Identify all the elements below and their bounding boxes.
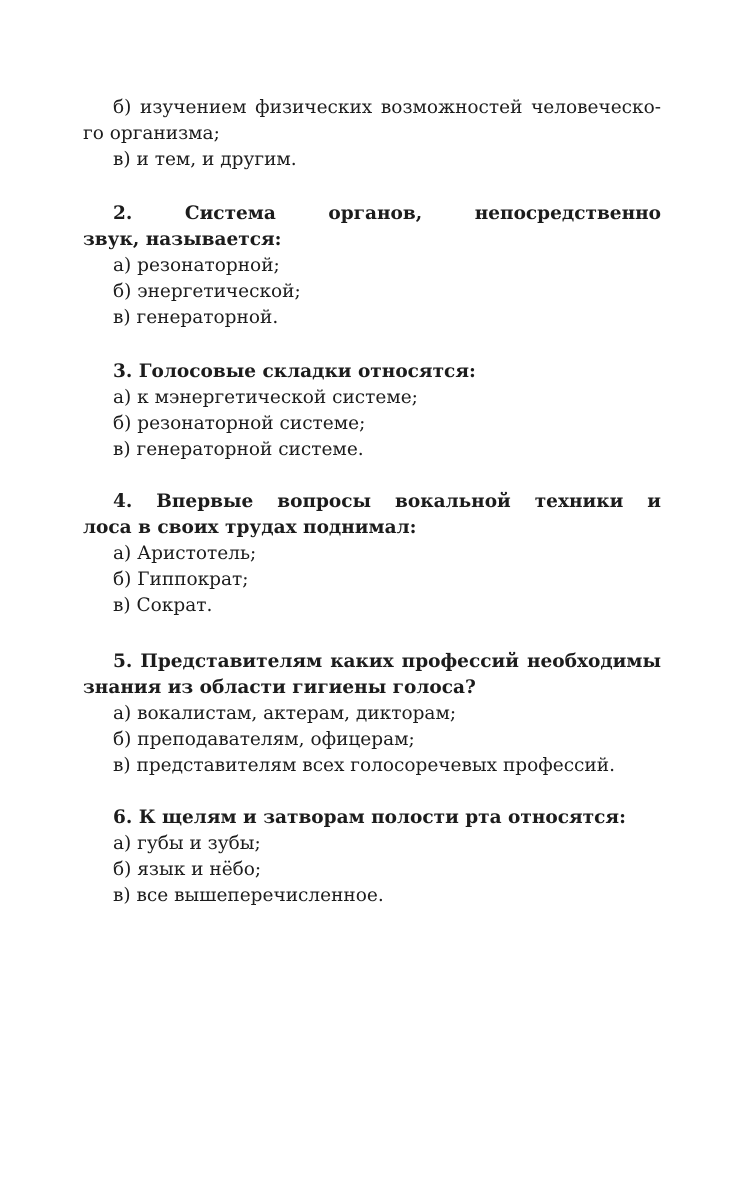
question-text-line1: 5. Представителям каких профессий необходимы bbox=[113, 651, 661, 672]
answer-option-a: а) вокалистам, актерам, дикторам; bbox=[113, 703, 457, 724]
answer-option-b-line1: б) изучением физических возможностей человеческо- bbox=[113, 97, 661, 118]
answer-option-a: а) к мэнергетической системе; bbox=[113, 387, 418, 408]
answer-option-a: а) губы и зубы; bbox=[113, 833, 261, 854]
answer-option-c: в) все вышеперечисленное. bbox=[113, 885, 384, 906]
answer-option-b: б) энергетической; bbox=[113, 281, 301, 302]
question-text-line1: 3. Голосовые складки относятся: bbox=[113, 361, 476, 382]
question-2 bbox=[83, 201, 661, 331]
answer-option-b: б) преподавателям, офицерам; bbox=[113, 729, 415, 750]
question-text-line2: лоса в своих трудах поднимал: bbox=[83, 517, 417, 538]
answer-option-b: б) Гиппократ; bbox=[113, 569, 249, 590]
answer-option-a: а) Аристотель; bbox=[113, 543, 257, 564]
answer-option-b: б) язык и нёбо; bbox=[113, 859, 262, 880]
question-text-line1: 2. Система органов, непосредственно bbox=[113, 203, 661, 224]
question-1-continuation bbox=[83, 95, 661, 173]
question-text-line2: звук, называется: bbox=[83, 229, 282, 250]
question-5 bbox=[83, 649, 661, 779]
question-6 bbox=[83, 805, 661, 909]
question-text-line2: знания из области гигиены голоса? bbox=[83, 677, 476, 698]
question-text-line1: 6. К щелям и затворам полости рта относятся: bbox=[113, 807, 626, 828]
answer-option-a: а) резонаторной; bbox=[113, 255, 280, 276]
answer-option-c: в) Сократ. bbox=[113, 595, 213, 616]
question-3 bbox=[83, 359, 661, 463]
answer-option-c: в) представителям всех голосоречевых профессий. bbox=[113, 755, 615, 776]
question-text-line1: 4. Впервые вопросы вокальной техники и bbox=[113, 491, 661, 512]
answer-option-c: в) генераторной системе. bbox=[113, 439, 364, 460]
question-4 bbox=[83, 489, 661, 619]
answer-option-c: в) генераторной. bbox=[113, 307, 279, 328]
answer-option-c: в) и тем, и другим. bbox=[113, 149, 297, 170]
answer-option-b-line2: го организма; bbox=[83, 123, 220, 144]
answer-option-b: б) резонаторной системе; bbox=[113, 413, 366, 434]
